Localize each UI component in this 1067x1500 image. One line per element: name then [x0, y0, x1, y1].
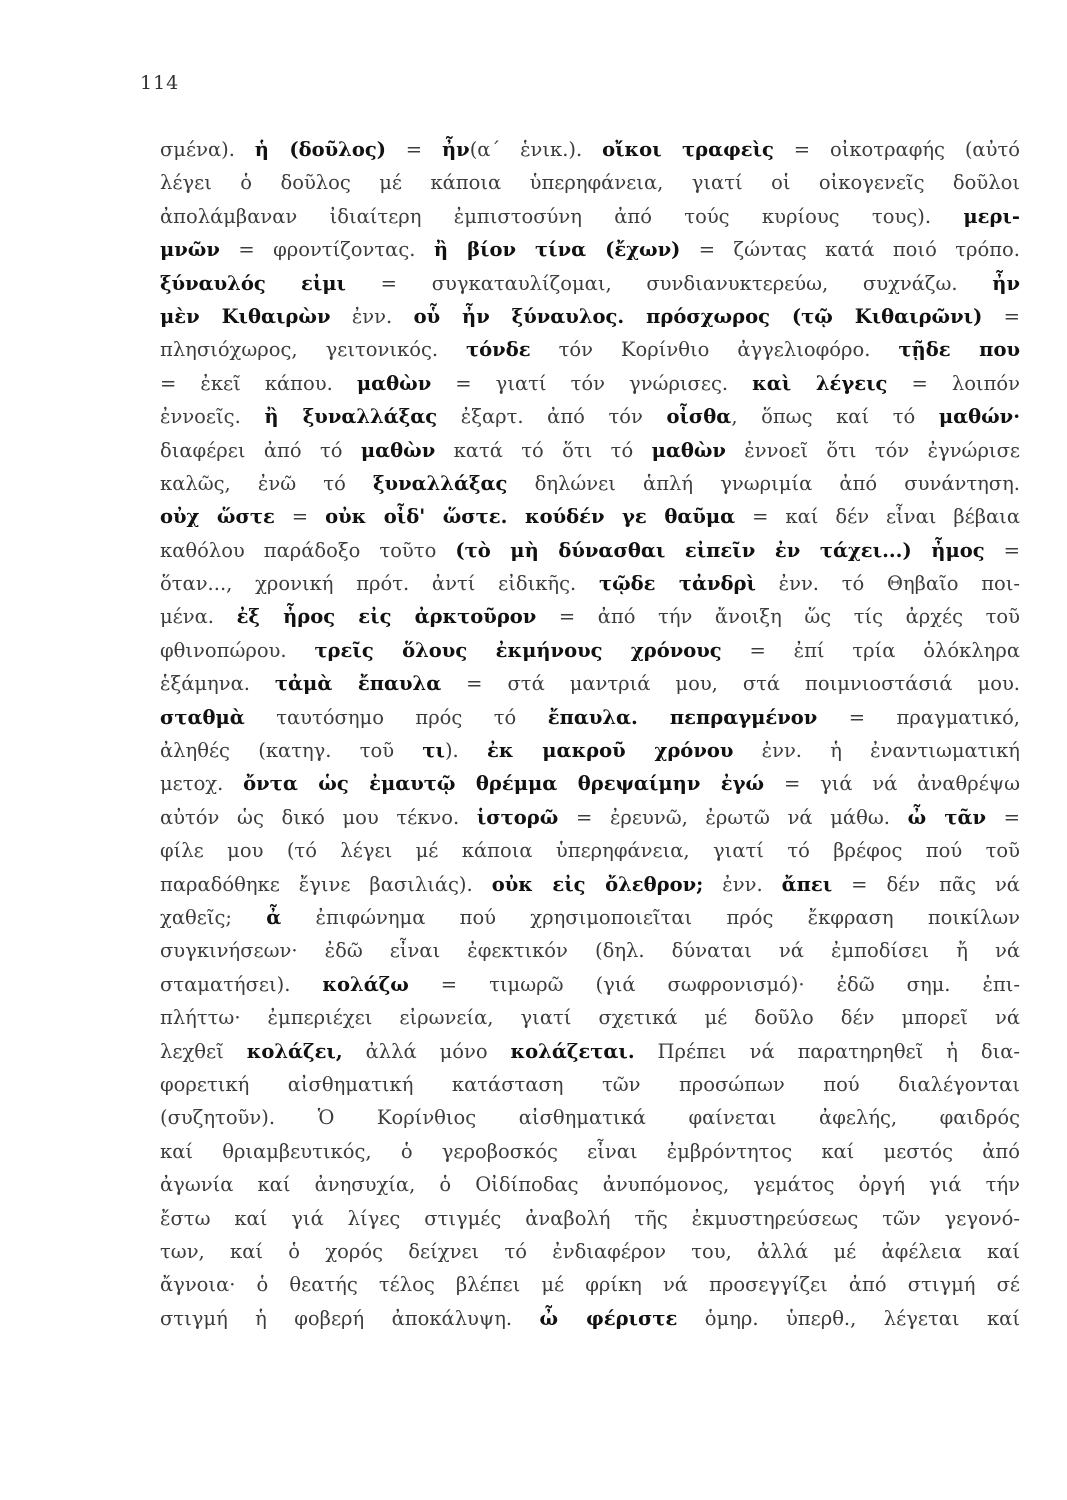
- gloss-text: = ἐπί τρία ὁλόκληρα: [721, 638, 1020, 662]
- text-line: [160, 200, 1020, 233]
- gloss-text: ἄγνοια· ὁ θεατής τέλος βλέπει μέ φρίκη νά προσεγγίζει ἀπό στιγμή σέ: [160, 1273, 1020, 1297]
- text-line: [160, 367, 1020, 400]
- lemma-term: ὦ τᾶν: [907, 805, 987, 829]
- text-line: [160, 1168, 1020, 1201]
- gloss-text: ἀληθές (κατηγ. τοῦ: [160, 739, 423, 763]
- text-line: [160, 1101, 1020, 1134]
- gloss-text: = γιά νά ἀναθρέψω: [764, 772, 1020, 796]
- text-line: [160, 1035, 1020, 1068]
- text-line: [160, 1202, 1020, 1235]
- gloss-text: ἀπολάμβαναν ἰδιαίτερη ἐμπιστοσύνη ἀπό τούς κυρίους τους).: [160, 204, 964, 228]
- text-line: [160, 667, 1020, 700]
- gloss-text: ).: [444, 739, 487, 763]
- lemma-term: κολάζεται.: [510, 1039, 635, 1063]
- text-line: [160, 1001, 1020, 1034]
- text-line: [160, 801, 1020, 834]
- lemma-term: κολάζω: [322, 972, 409, 996]
- lemma-term: ὄντα ὡς ἐμαυτῷ θρέμμα θρεψαίμην ἐγώ: [243, 772, 765, 796]
- gloss-text: =: [274, 505, 326, 529]
- gloss-text: ἐνν.: [330, 304, 414, 328]
- gloss-text: δηλώνει ἁπλή γνωριμία ἀπό συνάντηση.: [507, 471, 1020, 495]
- gloss-text: φορετική αἰσθηματική κατάσταση τῶν προσώπων πού διαλέγονται: [160, 1072, 1020, 1096]
- gloss-text: ταυτόσημο πρός τό: [244, 705, 548, 729]
- lemma-term: ἄπει: [781, 872, 833, 896]
- gloss-text: κατά τό ὅτι τό: [435, 438, 652, 462]
- gloss-text: ἔστω καί γιά λίγες στιγμές ἀναβολή τῆς ἐκμυστηρεύσεως τῶν γεγονό-: [160, 1206, 1020, 1230]
- gloss-text: ἐξαρτ. ἀπό τόν: [437, 405, 667, 429]
- gloss-text: =: [986, 805, 1020, 829]
- gloss-text: σταματήσει).: [160, 972, 323, 996]
- gloss-text: φίλε μου (τό λέγει μέ κάποια ὑπερηφάνεια, γιατί τό βρέφος πού τοῦ: [160, 839, 1020, 863]
- text-line: [160, 1135, 1020, 1168]
- text-line: [160, 701, 1020, 734]
- text-line: [160, 834, 1020, 867]
- text-line: [160, 868, 1020, 901]
- text-line: [160, 400, 1020, 433]
- gloss-text: = οἰκοτραφής (αὐτό: [773, 138, 1020, 161]
- lemma-term: (τὸ μὴ δύνασθαι εἰπεῖν ἐν τάχει...) ἦμος: [455, 538, 985, 562]
- gloss-text: = πραγματικό,: [817, 705, 1020, 729]
- lemma-term: τῷδε τἀνδρὶ: [598, 572, 756, 596]
- lemma-term: τόνδε: [466, 338, 531, 362]
- lemma-term: ἢ βίον τίνα (ἔχων): [433, 238, 681, 262]
- text-line: [160, 267, 1020, 300]
- gloss-text: μένα.: [160, 605, 237, 629]
- gloss-text: = γιατί τόν γνώρισες.: [431, 371, 753, 395]
- lemma-term: μαθὼν: [356, 371, 432, 395]
- text-line: [160, 767, 1020, 800]
- gloss-text: ἀλλά μόνο: [342, 1039, 511, 1063]
- text-line: [160, 333, 1020, 366]
- gloss-text: καλῶς, ἐνῶ τό: [160, 471, 373, 495]
- gloss-text: πλησιόχωρος, γειτονικός.: [160, 338, 467, 362]
- lemma-term: τι: [422, 739, 445, 763]
- lemma-term: οὐχ ὥστε: [160, 505, 275, 529]
- text-line: [160, 968, 1020, 1001]
- gloss-text: λέγει ὁ δοῦλος μέ κάποια ὑπερηφάνεια, γιατί οἱ οἰκογενεῖς δοῦλοι: [160, 171, 1020, 195]
- gloss-text: συγκινήσεων· ἐδῶ εἶναι ἐφεκτικόν (δηλ. δύναται νά ἐμποδίσει ἤ νά: [160, 939, 1020, 963]
- gloss-text: χαθεῖς;: [160, 905, 267, 929]
- lemma-term: μερι-: [963, 204, 1020, 228]
- gloss-text: = ἐκεῖ κάπου.: [160, 371, 357, 395]
- gloss-text: = ἐρευνῶ, ἐρωτῶ νά μάθω.: [558, 805, 908, 829]
- gloss-text: διαφέρει ἀπό τό: [160, 438, 361, 462]
- text-line: [160, 467, 1020, 500]
- gloss-text: =: [984, 538, 1020, 562]
- text-line: [160, 600, 1020, 633]
- gloss-text: = καί δέν εἶναι βέβαια: [735, 505, 1020, 529]
- gloss-text: = δέν πᾶς νά: [832, 872, 1020, 896]
- gloss-text: πλήττω· ἐμπεριέχει εἰρωνεία, γιατί σχετικά μέ δοῦλο δέν μπορεῖ νά: [160, 1006, 1020, 1030]
- text-line: [160, 500, 1020, 533]
- gloss-text: = φροντίζοντας.: [219, 238, 434, 262]
- text-line: [160, 734, 1020, 767]
- gloss-text: ὅταν..., χρονική πρότ. ἀντί εἰδικῆς.: [160, 572, 599, 596]
- gloss-text: αὐτόν ὡς δικό μου τέκνο.: [160, 805, 477, 829]
- text-line: [160, 1068, 1020, 1101]
- lemma-term: οὐκ οἶδ' ὥστε. κούδέν γε θαῦμα: [325, 505, 736, 529]
- commentary-text: [160, 133, 1020, 1335]
- gloss-text: ἐνν. ἡ ἐναντιωματική: [733, 739, 1020, 763]
- gloss-text: καθόλου παράδοξο τοῦτο: [160, 538, 456, 562]
- gloss-text: ὁμηρ. ὑπερθ., λέγεται καί: [677, 1306, 1020, 1330]
- text-line: [160, 634, 1020, 667]
- gloss-text: ἀγωνία καί ἀνησυχία, ὁ Οἰδίποδας ἀνυπόμονος, γεμάτος ὀργή γιά τήν: [160, 1173, 1020, 1197]
- page-number: 114: [140, 72, 180, 94]
- lemma-term: οἴκοι τραφεὶς: [602, 138, 774, 161]
- gloss-text: = συγκαταυλίζομαι, συνδιανυκτερεύω, συχνάζω.: [345, 271, 993, 295]
- gloss-text: = λοιπόν: [887, 371, 1020, 395]
- gloss-text: καί θριαμβευτικός, ὁ γεροβοσκός εἶναι ἐμβρόντητος καί μεστός ἀπό: [160, 1139, 1020, 1163]
- text-line: [160, 934, 1020, 967]
- lemma-term: ξύναυλός εἰμι: [160, 271, 346, 295]
- gloss-text: , ὅπως καί τό: [731, 405, 939, 429]
- gloss-text: στιγμή ἡ φοβερή ἀποκάλυψη.: [160, 1306, 540, 1330]
- gloss-text: ἑξάμηνα.: [160, 672, 275, 696]
- gloss-text: (α΄ ἑνικ.).: [469, 138, 603, 161]
- lemma-term: τἀμὰ ἔπαυλα: [274, 672, 442, 696]
- text-line: [160, 300, 1020, 333]
- lemma-term: οὐκ εἰς ὄλεθρον;: [491, 872, 704, 896]
- gloss-text: μετοχ.: [160, 772, 244, 796]
- lemma-term: σταθμὰ: [160, 705, 245, 729]
- gloss-text: των, καί ὁ χορός δείχνει τό ἐνδιαφέρον του, ἀλλά μέ ἀφέλεια καί: [160, 1239, 1020, 1263]
- gloss-text: =: [982, 304, 1020, 328]
- text-line: [160, 901, 1020, 934]
- lemma-term: ἐκ μακροῦ χρόνου: [486, 739, 734, 763]
- lemma-term: μνῶν: [160, 238, 220, 262]
- text-line: [160, 166, 1020, 199]
- lemma-term: οἶσθα: [666, 405, 732, 429]
- lemma-term: ὦ φέριστε: [539, 1306, 678, 1330]
- gloss-text: = τιμωρῶ (γιά σωφρονισμό)· ἐδῶ σημ. ἐπι-: [408, 972, 1020, 996]
- lemma-term: μαθὼν: [651, 438, 726, 462]
- gloss-text: φθινοπώρου.: [160, 638, 315, 662]
- gloss-text: ἐνν. τό Θηβαῖο ποι-: [755, 572, 1020, 596]
- lemma-term: ἦν: [441, 138, 470, 161]
- gloss-text: = ζώντας κατά ποιό τρόπο.: [680, 238, 1020, 262]
- gloss-text: ἐννοεῖ ὅτι τόν ἐγνώρισε: [725, 438, 1020, 462]
- text-line: [160, 233, 1020, 266]
- gloss-text: παραδόθηκε ἔγινε βασιλιάς).: [160, 872, 492, 896]
- lemma-term: καὶ λέγεις: [752, 371, 888, 395]
- lemma-term: ξυναλλάξας: [373, 471, 508, 495]
- text-line: [160, 534, 1020, 567]
- text-line: [160, 133, 1020, 166]
- text-line: [160, 1302, 1020, 1335]
- lemma-term: ἆ: [266, 905, 282, 929]
- lemma-term: μαθών·: [938, 405, 1020, 429]
- text-line: [160, 1268, 1020, 1301]
- gloss-text: ἐνν.: [703, 872, 782, 896]
- gloss-text: σμένα).: [160, 138, 255, 161]
- lemma-term: κολάζει,: [246, 1039, 343, 1063]
- lemma-term: μὲν Κιθαιρὼν: [160, 304, 331, 328]
- lemma-term: ἢ ξυναλλάξας: [264, 405, 438, 429]
- text-line: [160, 434, 1020, 467]
- lemma-term: μαθὼν: [360, 438, 436, 462]
- lemma-term: ἡ (δοῦλος): [254, 138, 386, 161]
- text-line: [160, 567, 1020, 600]
- gloss-text: ἐννοεῖς.: [160, 405, 265, 429]
- gloss-text: (συζητοῦν). Ὁ Κορίνθιος αἰσθηματικά φαίνεται ἀφελής, φαιδρός: [160, 1106, 1020, 1130]
- gloss-text: Πρέπει νά παρατηρηθεῖ ἡ δια-: [634, 1039, 1020, 1063]
- lemma-term: ἱστορῶ: [476, 805, 559, 829]
- lemma-term: οὗ ἦν ξύναυλος. πρόσχωρος (τῷ Κιθαιρῶνι): [413, 304, 983, 328]
- gloss-text: λεχθεῖ: [160, 1039, 247, 1063]
- gloss-text: =: [385, 138, 442, 161]
- gloss-text: = ἀπό τήν ἄνοιξη ὥς τίς ἀρχές τοῦ: [536, 605, 1020, 629]
- lemma-term: ἔπαυλα. πεπραγμένον: [547, 705, 818, 729]
- gloss-text: = στά μαντριά μου, στά ποιμνιοστάσιά μου.: [441, 672, 1020, 696]
- lemma-term: ἐξ ἦρος εἰς ἀρκτοῦρον: [236, 605, 537, 629]
- lemma-term: τρεῖς ὅλους ἐκμήνους χρόνους: [314, 638, 722, 662]
- text-line: [160, 1235, 1020, 1268]
- lemma-term: ἦν: [992, 271, 1020, 295]
- gloss-text: τόν Κορίνθιο ἀγγελιοφόρο.: [530, 338, 899, 362]
- lemma-term: τῇδε που: [898, 338, 1020, 362]
- gloss-text: ἐπιφώνημα πού χρησιμοποιεῖται πρός ἔκφραση ποικίλων: [281, 905, 1020, 929]
